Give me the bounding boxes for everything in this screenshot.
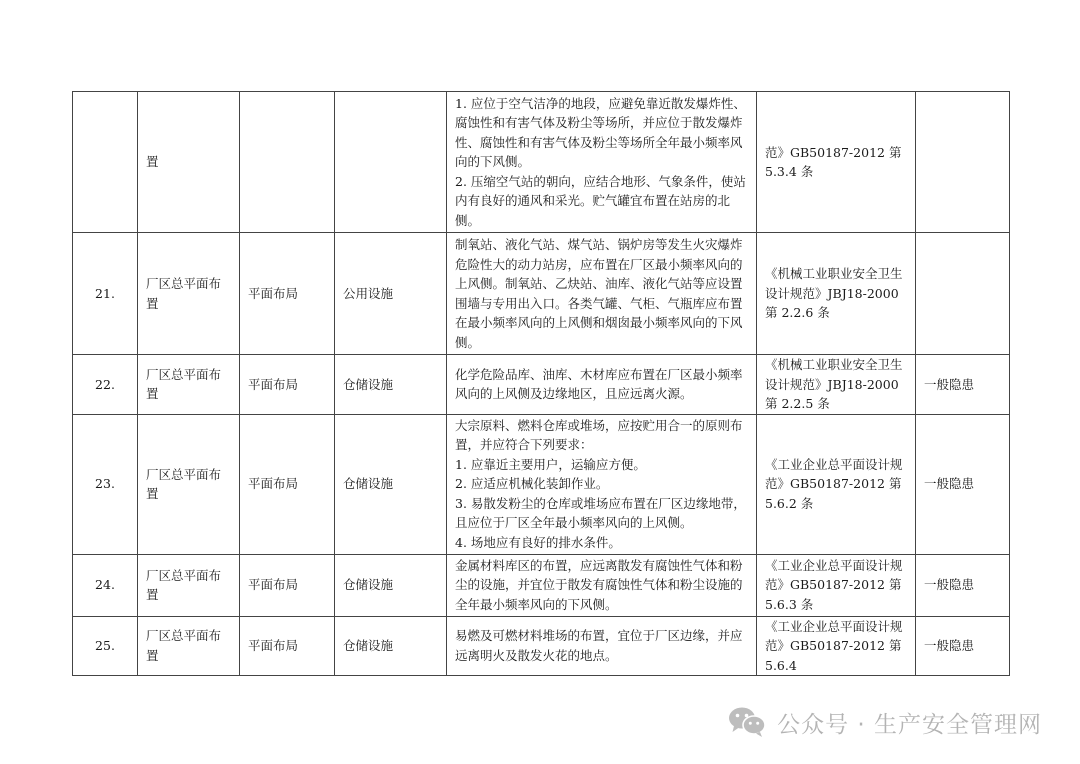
row-number: 23. — [73, 414, 138, 554]
facility-cell: 公用设施 — [335, 233, 447, 355]
row-number: 25. — [73, 616, 138, 676]
basis-cell: 范》GB50187-2012 第 5.3.4 条 — [757, 92, 916, 233]
subcategory-cell: 平面布局 — [240, 355, 335, 415]
facility-cell: 仓储设施 — [335, 616, 447, 676]
subcategory-cell: 平面布局 — [240, 554, 335, 616]
level-cell: 一般隐患 — [916, 355, 1010, 415]
requirement-line: 2. 压缩空气站的朝向，应结合地形、气象条件，使站内有良好的通风和采光。贮气罐宜布置在站房的北侧。 — [455, 173, 746, 228]
table-row — [73, 355, 1010, 415]
requirement-cell — [447, 554, 757, 616]
level-cell: 一般隐患 — [916, 616, 1010, 676]
basis-cell: 《工业企业总平面设计规范》GB50187-2012 第 5.6.2 条 — [757, 414, 916, 554]
requirement-line: 1. 应位于空气洁净的地段，应避免靠近散发爆炸性、腐蚀性和有害气体及粉尘等场所，并应位于散发爆炸性、腐蚀性和有害气体及粉尘等场所全年最小频率风向的下风侧。 — [455, 95, 746, 170]
facility-cell — [335, 92, 447, 233]
requirement-line: 大宗原料、燃料仓库或堆场，应按贮用合一的原则布置，并应符合下列要求： — [455, 417, 743, 453]
category-cell: 厂区总平面布置 — [138, 414, 240, 554]
basis-cell: 《工业企业总平面设计规范》GB50187-2012 第 5.6.3 条 — [757, 554, 916, 616]
facility-cell: 仓储设施 — [335, 414, 447, 554]
row-number: 22. — [73, 355, 138, 415]
row-number: 21. — [73, 233, 138, 355]
category-cell: 厂区总平面布置 — [138, 355, 240, 415]
table-row — [73, 554, 1010, 616]
requirement-line: 4. 场地应有良好的排水条件。 — [455, 534, 621, 550]
table-row — [73, 414, 1010, 554]
table-row — [73, 233, 1010, 355]
requirement-line: 易燃及可燃材料堆场的布置，宜位于厂区边缘，并应远离明火及散发火花的地点。 — [455, 628, 743, 663]
row-number — [73, 92, 138, 233]
subcategory-cell: 平面布局 — [240, 414, 335, 554]
table-body — [73, 92, 1010, 676]
requirement-cell — [447, 355, 757, 415]
requirement-line: 制氧站、液化气站、煤气站、锅炉房等发生火灾爆炸危险性大的动力站房，应布置在厂区最小频率风向的上风侧。制氧站、乙炔站、油库、液化气站等应设置围墙与专用出入口。各类气罐、气柜、气瓶库应布置在最小频率风向的上风侧和烟囱最小频率风向的下风侧。 — [455, 237, 743, 350]
basis-cell: 《机械工业职业安全卫生设计规范》JBJ18-2000 第 2.2.6 条 — [757, 233, 916, 355]
table-row — [73, 92, 1010, 233]
requirement-line: 1. 应靠近主要用户，运输应方便。 — [455, 456, 646, 472]
category-cell: 置 — [138, 92, 240, 233]
regulation-table — [72, 91, 1010, 676]
requirement-cell — [447, 233, 757, 355]
table-row — [73, 616, 1010, 676]
category-cell: 厂区总平面布置 — [138, 233, 240, 355]
wechat-icon — [727, 705, 767, 739]
requirement-cell — [447, 92, 757, 233]
level-cell — [916, 92, 1010, 233]
watermark-text: 公众号 · 生产安全管理网 — [777, 711, 1042, 738]
requirement-cell — [447, 616, 757, 676]
row-number: 24. — [73, 554, 138, 616]
level-cell — [916, 233, 1010, 355]
requirement-cell — [447, 414, 757, 554]
requirement-line: 2. 应适应机械化装卸作业。 — [455, 476, 609, 492]
basis-cell: 《机械工业职业安全卫生设计规范》JBJ18-2000 第 2.2.5 条 — [757, 355, 916, 415]
facility-cell: 仓储设施 — [335, 554, 447, 616]
requirement-line: 化学危险品库、油库、木材库应布置在厂区最小频率风向的上风侧及边缘地区，且应远离火源。 — [455, 366, 743, 402]
requirement-line: 3. 易散发粉尘的仓库或堆场应布置在厂区边缘地带，且应位于厂区全年最小频率风向的上风侧。 — [455, 495, 746, 531]
level-cell: 一般隐患 — [916, 414, 1010, 554]
basis-cell: 《工业企业总平面设计规范》GB50187-2012 第 5.6.4 — [757, 616, 916, 676]
category-cell: 厂区总平面布置 — [138, 616, 240, 676]
category-cell: 厂区总平面布置 — [138, 554, 240, 616]
subcategory-cell: 平面布局 — [240, 233, 335, 355]
level-cell: 一般隐患 — [916, 554, 1010, 616]
facility-cell: 仓储设施 — [335, 355, 447, 415]
requirement-line: 金属材料库区的布置，应远离散发有腐蚀性气体和粉尘的设施，并宜位于散发有腐蚀性气体和粉尘设施的全年最小频率风向的下风侧。 — [455, 557, 743, 612]
subcategory-cell: 平面布局 — [240, 616, 335, 676]
watermark — [727, 702, 1042, 742]
subcategory-cell — [240, 92, 335, 233]
